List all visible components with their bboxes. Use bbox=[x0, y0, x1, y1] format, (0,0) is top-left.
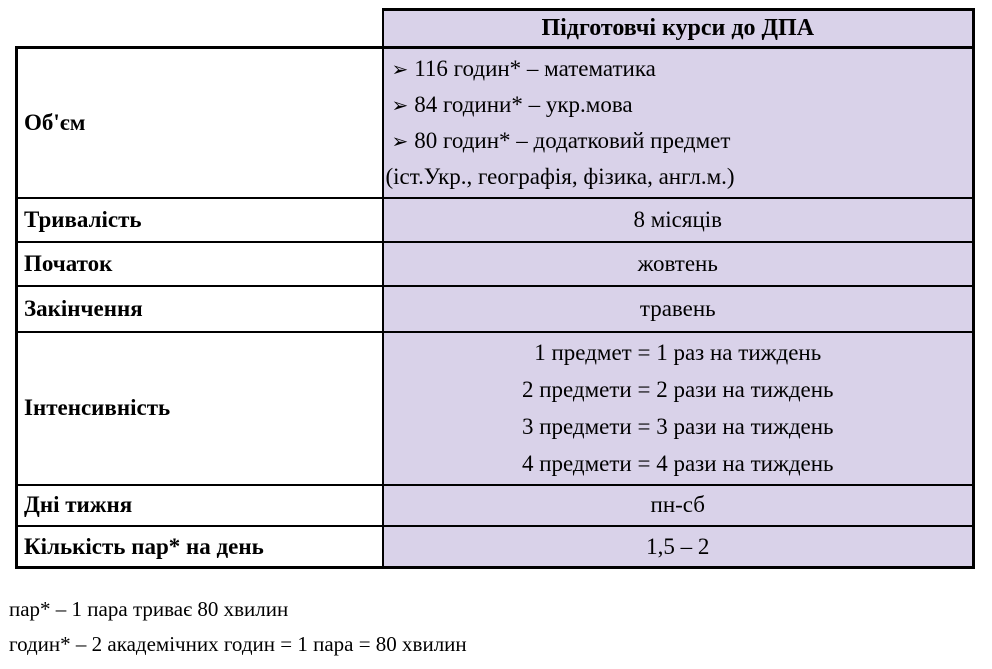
volume-item bbox=[384, 87, 973, 123]
volume-item-text: 84 години* – укр.мова bbox=[414, 92, 633, 118]
arrow-bullet-icon: ➢ bbox=[391, 57, 409, 82]
table-row-week-days bbox=[17, 485, 974, 526]
table-row-end bbox=[17, 286, 974, 332]
table-row-volume bbox=[17, 48, 974, 198]
volume-item bbox=[384, 51, 973, 87]
footnote-pair-definition: пар* – 1 пара триває 80 хвилин bbox=[9, 597, 289, 621]
volume-note: (іст.Укр., географія, фізика, англ.м.) bbox=[385, 164, 735, 190]
volume-item bbox=[384, 123, 973, 159]
table-row-pairs-per-day bbox=[17, 526, 974, 568]
volume-item-text: 80 годин* – додатковий предмет bbox=[414, 128, 731, 154]
row-label-start: Початок bbox=[17, 242, 383, 286]
header-spacer bbox=[17, 10, 383, 48]
row-value-pairs-per-day: 1,5 – 2 bbox=[383, 526, 974, 568]
intensity-line: 2 предмети = 2 рази на тиждень bbox=[521, 377, 834, 402]
arrow-bullet-icon: ➢ bbox=[391, 93, 409, 118]
row-value-end: травень bbox=[383, 286, 974, 332]
table-row-intensity bbox=[17, 332, 974, 485]
intensity-line: 4 предмети = 4 рази на тиждень bbox=[521, 451, 834, 476]
volume-item-text: 116 годин* – математика bbox=[414, 56, 656, 82]
table-row-start bbox=[17, 242, 974, 286]
row-value-volume bbox=[383, 48, 974, 198]
row-label-pairs-per-day: Кількість пар* на день bbox=[17, 526, 383, 568]
row-label-duration: Тривалість bbox=[17, 198, 383, 242]
page bbox=[0, 8, 992, 669]
row-label-week-days: Дні тижня bbox=[17, 485, 383, 526]
table-header-row bbox=[17, 10, 974, 48]
arrow-bullet-icon: ➢ bbox=[391, 129, 409, 154]
footnote-hours-definition: годин* – 2 академічних годин = 1 пара = 80 хвилин bbox=[9, 632, 467, 656]
table-title: Підготовчі курси до ДПА bbox=[383, 10, 974, 48]
row-value-duration: 8 місяців bbox=[383, 198, 974, 242]
course-table bbox=[15, 8, 975, 569]
row-value-week-days: пн-сб bbox=[383, 485, 974, 526]
row-label-volume: Об'єм bbox=[17, 48, 383, 198]
intensity-line: 1 предмет = 1 раз на тиждень bbox=[534, 340, 822, 365]
row-label-intensity: Інтенсивність bbox=[17, 332, 383, 485]
footnotes bbox=[9, 592, 992, 662]
row-value-start: жовтень bbox=[383, 242, 974, 286]
row-value-intensity bbox=[383, 332, 974, 485]
table-row-duration bbox=[17, 198, 974, 242]
intensity-line: 3 предмети = 3 рази на тиждень bbox=[521, 414, 834, 439]
row-label-end: Закінчення bbox=[17, 286, 383, 332]
